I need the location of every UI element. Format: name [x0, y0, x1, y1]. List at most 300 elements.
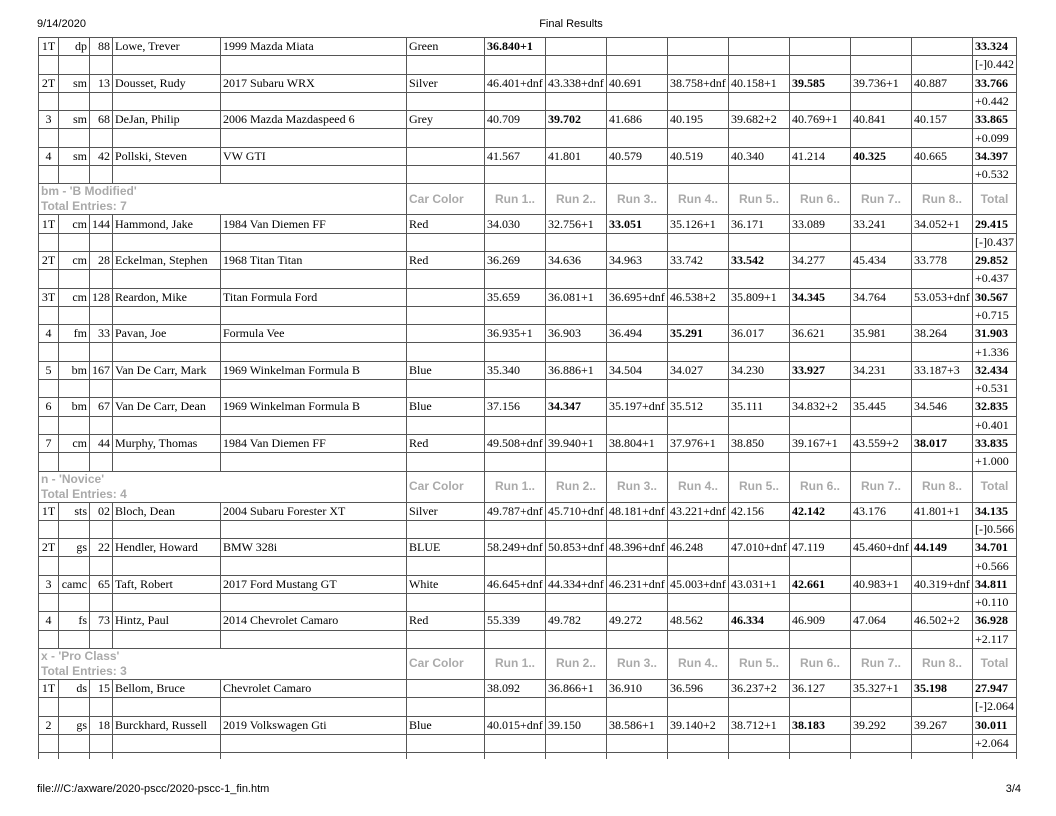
position-cell: 3	[39, 575, 59, 593]
run-time-cell: 40.319+dnf	[912, 575, 973, 593]
run-time-cell: 34.832+2	[790, 398, 851, 416]
empty-cell	[90, 56, 113, 74]
run-time-cell: 46.334	[729, 612, 790, 630]
empty-cell	[485, 734, 546, 752]
car-number-cell: 128	[90, 288, 113, 306]
empty-cell	[113, 753, 221, 760]
empty-cell	[668, 630, 729, 648]
run-time-cell: 41.686	[607, 111, 668, 129]
empty-cell	[90, 343, 113, 361]
empty-cell	[39, 594, 59, 612]
empty-cell	[729, 56, 790, 74]
empty-cell	[59, 233, 90, 251]
column-header: Run 7..	[851, 184, 912, 215]
empty-cell	[407, 753, 485, 760]
empty-cell	[59, 306, 90, 324]
empty-cell	[59, 270, 90, 288]
empty-cell	[546, 557, 607, 575]
column-header: Run 1..	[485, 184, 546, 215]
position-cell: 2T	[39, 74, 59, 92]
column-header: Run 4..	[668, 471, 729, 502]
run-time-cell: 39.702	[546, 111, 607, 129]
empty-cell	[485, 270, 546, 288]
result-diff-row	[39, 520, 1017, 538]
column-header: Car Color	[407, 184, 485, 215]
empty-cell	[113, 380, 221, 398]
run-time-cell: 35.512	[668, 398, 729, 416]
run-time-cell: 39.292	[851, 716, 912, 734]
run-time-cell: 39.150	[546, 716, 607, 734]
color-cell	[407, 325, 485, 343]
run-time-cell	[546, 38, 607, 56]
empty-cell	[668, 92, 729, 110]
run-time-cell: 34.230	[729, 361, 790, 379]
result-diff-row	[39, 92, 1017, 110]
position-cell: 2T	[39, 539, 59, 557]
empty-cell	[39, 734, 59, 752]
class-cell: sm	[59, 147, 90, 165]
driver-cell: Van De Carr, Dean	[113, 398, 221, 416]
car-cell: 2019 Volkswagen Gti	[221, 716, 407, 734]
result-diff-row	[39, 594, 1017, 612]
run-time-cell: 36.269	[485, 251, 546, 269]
empty-cell	[607, 594, 668, 612]
diff-cell: +0.099	[973, 129, 1017, 147]
result-diff-row	[39, 453, 1017, 471]
empty-cell	[851, 557, 912, 575]
column-header: Run 3..	[607, 184, 668, 215]
empty-cell	[790, 557, 851, 575]
result-row	[39, 361, 1017, 379]
driver-cell: Lowe, Trever	[113, 38, 221, 56]
empty-cell	[39, 698, 59, 716]
empty-cell	[607, 233, 668, 251]
result-diff-row	[39, 233, 1017, 251]
empty-cell	[912, 594, 973, 612]
run-time-cell: 38.586+1	[607, 716, 668, 734]
diff-cell: +1.336	[973, 343, 1017, 361]
run-time-cell: 39.585	[790, 74, 851, 92]
run-time-cell: 43.031+1	[729, 575, 790, 593]
run-time-cell: 40.887	[912, 74, 973, 92]
result-row	[39, 612, 1017, 630]
car-number-cell: 13	[90, 74, 113, 92]
run-time-cell: 39.940+1	[546, 434, 607, 452]
run-time-cell: 40.691	[607, 74, 668, 92]
empty-cell	[546, 520, 607, 538]
empty-cell	[668, 56, 729, 74]
run-time-cell: 46.231+dnf	[607, 575, 668, 593]
run-time-cell: 36.017	[729, 325, 790, 343]
result-row	[39, 38, 1017, 56]
empty-cell	[113, 92, 221, 110]
empty-cell	[546, 306, 607, 324]
run-time-cell: 40.983+1	[851, 575, 912, 593]
run-time-cell: 42.142	[790, 502, 851, 520]
diff-cell: +1.000	[973, 453, 1017, 471]
car-number-cell: 33	[90, 325, 113, 343]
empty-cell	[485, 56, 546, 74]
car-number-cell: 144	[90, 215, 113, 233]
car-cell: Titan Formula Ford	[221, 288, 407, 306]
empty-cell	[912, 233, 973, 251]
empty-cell	[790, 520, 851, 538]
empty-cell	[113, 233, 221, 251]
empty-cell	[113, 453, 221, 471]
column-header: Run 3..	[607, 471, 668, 502]
car-cell: 1969 Winkelman Formula B	[221, 361, 407, 379]
run-time-cell: 36.494	[607, 325, 668, 343]
result-row	[39, 539, 1017, 557]
run-time-cell	[851, 38, 912, 56]
empty-cell	[39, 166, 59, 184]
page-title: Final Results	[539, 18, 603, 30]
results-table	[38, 37, 1017, 759]
result-row	[39, 716, 1017, 734]
run-time-cell: 36.866+1	[546, 679, 607, 697]
column-header: Run 2..	[546, 648, 607, 679]
empty-cell	[546, 270, 607, 288]
empty-cell	[90, 520, 113, 538]
run-time-cell: 35.291	[668, 325, 729, 343]
empty-cell	[485, 753, 546, 760]
empty-cell	[851, 416, 912, 434]
run-time-cell: 33.927	[790, 361, 851, 379]
run-time-cell: 34.231	[851, 361, 912, 379]
empty-cell	[90, 753, 113, 760]
run-time-cell: 46.401+dnf	[485, 74, 546, 92]
run-time-cell: 39.140+2	[668, 716, 729, 734]
empty-cell	[851, 233, 912, 251]
empty-cell	[729, 520, 790, 538]
total-cell: 33.766	[973, 74, 1017, 92]
run-time-cell: 43.176	[851, 502, 912, 520]
empty-cell	[729, 630, 790, 648]
empty-cell	[59, 56, 90, 74]
run-time-cell: 43.559+2	[851, 434, 912, 452]
empty-cell	[668, 594, 729, 612]
total-cell: 34.701	[973, 539, 1017, 557]
run-time-cell: 43.221+dnf	[668, 502, 729, 520]
empty-cell	[485, 380, 546, 398]
empty-cell	[729, 753, 790, 760]
color-cell	[407, 679, 485, 697]
run-time-cell: 40.195	[668, 111, 729, 129]
result-diff-row	[39, 270, 1017, 288]
car-number-cell: 73	[90, 612, 113, 630]
empty-cell	[912, 92, 973, 110]
column-header: Run 5..	[729, 648, 790, 679]
color-cell: Red	[407, 612, 485, 630]
empty-cell	[221, 270, 407, 288]
empty-cell	[912, 343, 973, 361]
car-cell: VW GTI	[221, 147, 407, 165]
total-cell: 33.865	[973, 111, 1017, 129]
result-diff-row	[39, 56, 1017, 74]
position-cell: 1T	[39, 38, 59, 56]
run-time-cell: 38.017	[912, 434, 973, 452]
empty-cell	[729, 453, 790, 471]
class-cell: cm	[59, 215, 90, 233]
empty-cell	[407, 56, 485, 74]
empty-cell	[485, 416, 546, 434]
car-number-cell: 68	[90, 111, 113, 129]
empty-cell	[407, 270, 485, 288]
run-time-cell: 45.710+dnf	[546, 502, 607, 520]
empty-cell	[546, 734, 607, 752]
class-cell: ds	[59, 679, 90, 697]
empty-cell	[668, 129, 729, 147]
class-entries: Total Entries: 7	[41, 199, 127, 214]
run-time-cell: 35.981	[851, 325, 912, 343]
result-row	[39, 325, 1017, 343]
empty-cell	[912, 416, 973, 434]
run-time-cell: 41.801+1	[912, 502, 973, 520]
car-number-cell: 67	[90, 398, 113, 416]
empty-cell	[729, 233, 790, 251]
empty-cell	[668, 306, 729, 324]
color-cell: Red	[407, 434, 485, 452]
diff-cell: +0.401	[973, 416, 1017, 434]
run-time-cell: 46.909	[790, 612, 851, 630]
empty-cell	[790, 698, 851, 716]
empty-cell	[39, 753, 59, 760]
driver-cell: Burckhard, Russell	[113, 716, 221, 734]
total-cell: 27.947	[973, 679, 1017, 697]
empty-cell	[912, 270, 973, 288]
run-time-cell: 33.241	[851, 215, 912, 233]
empty-cell	[973, 753, 1017, 760]
diff-cell: +0.715	[973, 306, 1017, 324]
driver-cell: Hammond, Jake	[113, 215, 221, 233]
empty-cell	[790, 630, 851, 648]
driver-cell: Eckelman, Stephen	[113, 251, 221, 269]
empty-cell	[790, 734, 851, 752]
run-time-cell: 36.695+dnf	[607, 288, 668, 306]
class-title: x - 'Pro Class'	[41, 648, 120, 663]
result-row	[39, 215, 1017, 233]
run-time-cell	[607, 38, 668, 56]
position-cell: 4	[39, 325, 59, 343]
run-time-cell: 50.853+dnf	[546, 539, 607, 557]
empty-cell	[607, 343, 668, 361]
column-header: Run 1..	[485, 648, 546, 679]
run-time-cell: 33.542	[729, 251, 790, 269]
empty-cell	[90, 380, 113, 398]
empty-cell	[407, 557, 485, 575]
empty-cell	[221, 129, 407, 147]
run-time-cell: 38.712+1	[729, 716, 790, 734]
empty-cell	[851, 630, 912, 648]
driver-cell: DeJan, Philip	[113, 111, 221, 129]
color-cell: Blue	[407, 361, 485, 379]
run-time-cell: 46.502+2	[912, 612, 973, 630]
empty-cell	[668, 734, 729, 752]
run-time-cell: 49.787+dnf	[485, 502, 546, 520]
column-header: Run 8..	[912, 184, 973, 215]
run-time-cell: 41.567	[485, 147, 546, 165]
run-time-cell: 34.277	[790, 251, 851, 269]
run-time-cell: 34.347	[546, 398, 607, 416]
run-time-cell: 34.504	[607, 361, 668, 379]
run-time-cell	[790, 38, 851, 56]
empty-cell	[485, 92, 546, 110]
empty-cell	[39, 380, 59, 398]
empty-cell	[790, 129, 851, 147]
empty-cell	[607, 734, 668, 752]
empty-cell	[59, 92, 90, 110]
run-time-cell: 36.910	[607, 679, 668, 697]
empty-cell	[485, 453, 546, 471]
empty-cell	[113, 306, 221, 324]
empty-cell	[912, 753, 973, 760]
empty-cell	[729, 166, 790, 184]
empty-cell	[668, 270, 729, 288]
column-header: Run 8..	[912, 471, 973, 502]
empty-cell	[851, 753, 912, 760]
empty-cell	[59, 594, 90, 612]
run-time-cell: 37.976+1	[668, 434, 729, 452]
column-header: Run 5..	[729, 471, 790, 502]
empty-cell	[407, 594, 485, 612]
empty-cell	[221, 306, 407, 324]
empty-cell	[546, 233, 607, 251]
class-cell: fs	[59, 612, 90, 630]
position-cell: 5	[39, 361, 59, 379]
result-diff-row	[39, 557, 1017, 575]
result-diff-row	[39, 698, 1017, 716]
diff-cell: +0.442	[973, 92, 1017, 110]
empty-cell	[113, 520, 221, 538]
car-cell: 1999 Mazda Miata	[221, 38, 407, 56]
empty-cell	[59, 698, 90, 716]
driver-cell: Bellom, Bruce	[113, 679, 221, 697]
empty-cell	[221, 233, 407, 251]
empty-cell	[59, 416, 90, 434]
column-header: Run 6..	[790, 648, 851, 679]
empty-cell	[221, 380, 407, 398]
result-row	[39, 111, 1017, 129]
color-cell: Red	[407, 215, 485, 233]
run-time-cell: 35.198	[912, 679, 973, 697]
driver-cell: Hintz, Paul	[113, 612, 221, 630]
total-cell: 30.011	[973, 716, 1017, 734]
empty-cell	[407, 416, 485, 434]
result-row	[39, 575, 1017, 593]
empty-cell	[221, 557, 407, 575]
color-cell: Green	[407, 38, 485, 56]
class-cell: sm	[59, 74, 90, 92]
empty-cell	[39, 270, 59, 288]
empty-cell	[912, 453, 973, 471]
empty-cell	[221, 92, 407, 110]
class-cell: fm	[59, 325, 90, 343]
run-time-cell: 39.267	[912, 716, 973, 734]
empty-cell	[790, 753, 851, 760]
empty-cell	[59, 453, 90, 471]
run-time-cell: 49.508+dnf	[485, 434, 546, 452]
run-time-cell: 55.339	[485, 612, 546, 630]
empty-cell	[90, 306, 113, 324]
run-time-cell: 49.272	[607, 612, 668, 630]
empty-cell	[668, 166, 729, 184]
run-time-cell: 40.665	[912, 147, 973, 165]
empty-cell	[790, 380, 851, 398]
run-time-cell: 38.758+dnf	[668, 74, 729, 92]
diff-cell: +0.532	[973, 166, 1017, 184]
empty-cell	[407, 306, 485, 324]
total-cell: 33.324	[973, 38, 1017, 56]
diff-cell: +2.117	[973, 630, 1017, 648]
empty-cell	[407, 630, 485, 648]
run-time-cell: 33.187+3	[912, 361, 973, 379]
empty-cell	[485, 594, 546, 612]
diff-cell: +0.566	[973, 557, 1017, 575]
empty-cell	[851, 594, 912, 612]
run-time-cell: 44.334+dnf	[546, 575, 607, 593]
empty-cell	[221, 416, 407, 434]
run-time-cell: 45.460+dnf	[851, 539, 912, 557]
car-cell: 1984 Van Diemen FF	[221, 215, 407, 233]
run-time-cell	[729, 38, 790, 56]
position-cell: 4	[39, 612, 59, 630]
empty-cell	[221, 734, 407, 752]
empty-cell	[790, 416, 851, 434]
empty-cell	[59, 166, 90, 184]
run-time-cell: 40.579	[607, 147, 668, 165]
run-time-cell: 46.248	[668, 539, 729, 557]
empty-cell	[790, 166, 851, 184]
empty-cell	[546, 56, 607, 74]
class-title: bm - 'B Modified'	[41, 184, 137, 199]
class-cell: dp	[59, 38, 90, 56]
color-cell: Blue	[407, 398, 485, 416]
empty-cell	[729, 343, 790, 361]
empty-cell	[668, 753, 729, 760]
run-time-cell: 35.197+dnf	[607, 398, 668, 416]
empty-cell	[113, 166, 221, 184]
empty-cell	[90, 416, 113, 434]
empty-cell	[607, 306, 668, 324]
driver-cell: Bloch, Dean	[113, 502, 221, 520]
run-time-cell: 44.149	[912, 539, 973, 557]
result-row	[39, 502, 1017, 520]
empty-cell	[912, 698, 973, 716]
empty-cell	[607, 166, 668, 184]
column-header: Total	[973, 471, 1017, 502]
car-cell: 2017 Subaru WRX	[221, 74, 407, 92]
empty-cell	[485, 630, 546, 648]
run-time-cell: 35.659	[485, 288, 546, 306]
position-cell: 7	[39, 434, 59, 452]
car-number-cell: 18	[90, 716, 113, 734]
run-time-cell: 34.963	[607, 251, 668, 269]
run-time-cell: 49.782	[546, 612, 607, 630]
empty-cell	[113, 594, 221, 612]
run-time-cell: 34.027	[668, 361, 729, 379]
empty-cell	[90, 166, 113, 184]
column-header: Total	[973, 184, 1017, 215]
empty-cell	[546, 380, 607, 398]
class-title-cell	[39, 471, 407, 502]
color-cell	[407, 288, 485, 306]
position-cell: 1T	[39, 679, 59, 697]
car-number-cell: 167	[90, 361, 113, 379]
car-cell: 1968 Titan Titan	[221, 251, 407, 269]
empty-cell	[851, 520, 912, 538]
empty-cell	[221, 630, 407, 648]
class-title: n - 'Novice'	[41, 471, 105, 486]
